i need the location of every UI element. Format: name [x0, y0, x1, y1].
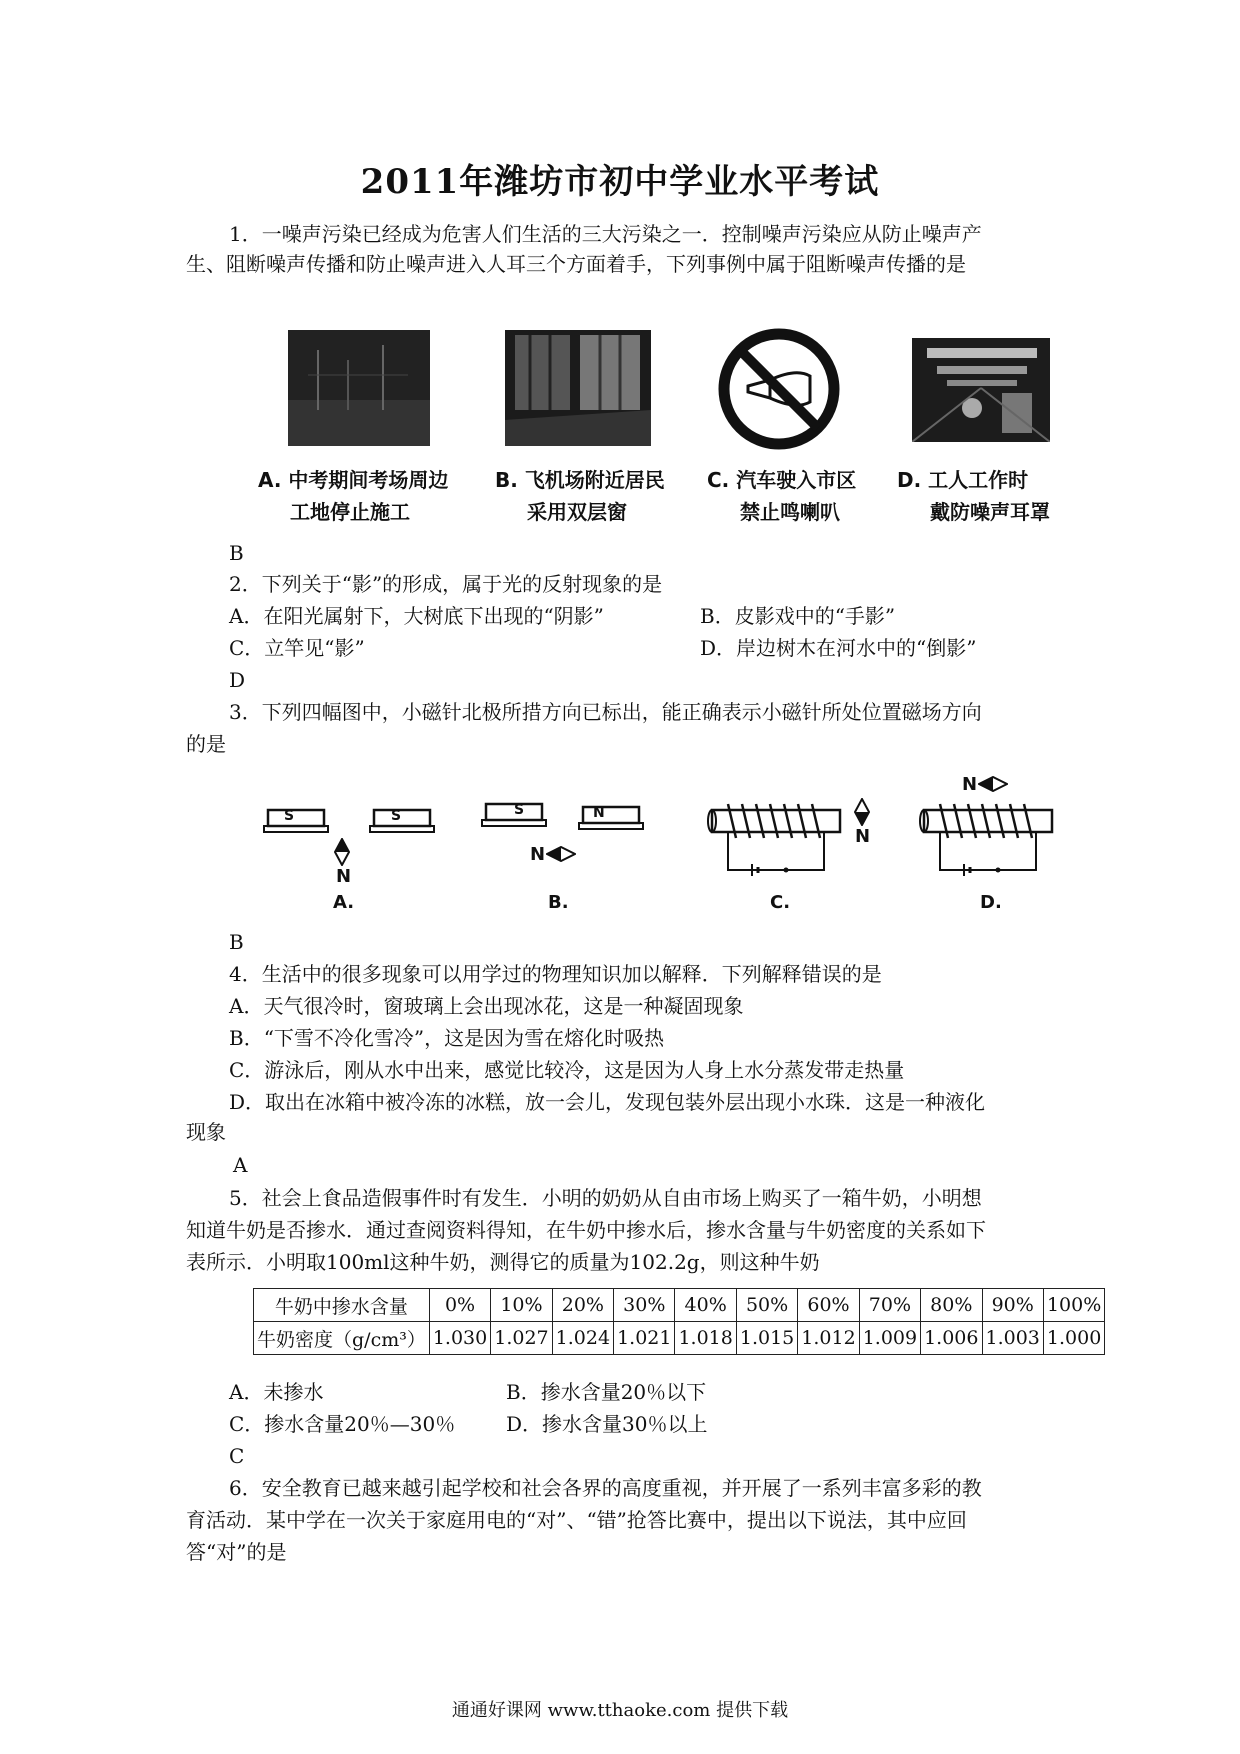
- magnet-pole-label: S: [284, 808, 295, 824]
- compass-needle-d: [978, 776, 1008, 792]
- table-cell: 1.027: [491, 1322, 552, 1355]
- q2-option-b: B．皮影戏中的“手影”: [700, 604, 896, 628]
- q5-stem-line1: 5．社会上食品造假事件时有发生．小明的奶奶从自由市场上购买了一箱牛奶，小明想: [229, 1186, 982, 1210]
- magnet-pole-label: S: [391, 808, 402, 824]
- table-cell: 1.012: [798, 1322, 859, 1355]
- table-cell: 30%: [614, 1289, 675, 1322]
- q1-stem-line2: 生、阻断噪声传播和防止噪声进入人耳三个方面着手，下列事例中属于阻断噪声传播的是: [186, 252, 966, 276]
- construction-site-image: [288, 330, 430, 446]
- figure-c-label: C.: [770, 892, 791, 913]
- solenoid-d: [918, 796, 1058, 878]
- q4-option-a: A．天气很冷时，窗玻璃上会出现冰花，这是一种凝固现象: [229, 994, 744, 1018]
- double-window-photo: [505, 330, 651, 446]
- table-row: [254, 1322, 1105, 1355]
- q1-option-a-line2: 工地停止施工: [290, 500, 410, 524]
- solenoid-circuit-icon: [918, 796, 1058, 878]
- needle-north-label: N: [530, 844, 546, 865]
- q5-stem-line2: 知道牛奶是否掺水．通过查阅资料得知，在牛奶中掺水后，掺水含量与牛奶密度的关系如下: [186, 1218, 986, 1242]
- table-cell: 1.006: [921, 1322, 982, 1355]
- bar-magnet-shape: [262, 808, 330, 834]
- table-row: [254, 1289, 1105, 1322]
- bar-magnet-shape: [577, 805, 645, 831]
- bar-magnet-b-right: [577, 805, 645, 831]
- q4-option-d-line2: 现象: [186, 1120, 226, 1144]
- table-cell: 100%: [1043, 1289, 1104, 1322]
- q1-option-d-line1: D. 工人工作时: [897, 468, 1029, 492]
- double-window-image: [505, 330, 651, 446]
- q2-option-a: A．在阳光属射下，大树底下出现的“阴影”: [229, 604, 604, 628]
- figure-a-label: A.: [333, 892, 355, 913]
- compass-needle-icon: [546, 846, 576, 862]
- q6-stem-line1: 6．安全教育已越来越引起学校和社会各界的高度重视，并开展了一系列丰富多彩的教: [229, 1476, 982, 1500]
- q3-answer: B: [229, 930, 244, 954]
- q1-option-c-line2: 禁止鸣喇叭: [740, 500, 840, 524]
- q1-stem-line1: 1．一噪声污染已经成为危害人们生活的三大污染之一．控制噪声污染应从防止噪声产: [229, 222, 982, 246]
- table-cell: 10%: [491, 1289, 552, 1322]
- q2-option-c: C．立竿见“影”: [229, 636, 365, 660]
- figure-d-label: D.: [980, 892, 1002, 913]
- needle-north-label: N: [962, 774, 978, 795]
- q2-answer: D: [229, 668, 246, 692]
- solenoid-c: [706, 796, 846, 878]
- milk-density-table: [253, 1288, 1105, 1355]
- q1-option-d-line2: 戴防噪声耳罩: [930, 500, 1050, 524]
- q1-answer: B: [229, 541, 244, 565]
- construction-site-photo: [288, 330, 430, 446]
- q1-option-b-line1: B. 飞机场附近居民: [495, 468, 665, 492]
- q2-stem: 2．下列关于“影”的形成，属于光的反射现象的是: [229, 572, 663, 596]
- q4-stem: 4．生活中的很多现象可以用学过的物理知识加以解释．下列解释错误的是: [229, 962, 882, 986]
- table-cell: 1.003: [982, 1322, 1043, 1355]
- q4-answer: A: [233, 1153, 248, 1177]
- table-cell: 1.024: [552, 1322, 613, 1355]
- bar-magnet-shape: [368, 808, 436, 834]
- q5-stem-line3: 表所示．小明取100ml这种牛奶，测得它的质量为102.2g，则这种牛奶: [186, 1250, 820, 1274]
- table-cell: 70%: [859, 1289, 920, 1322]
- q1-option-b-line2: 采用双层窗: [527, 500, 627, 524]
- table-cell: 1.021: [614, 1322, 675, 1355]
- table-cell: 1.015: [736, 1322, 797, 1355]
- q4-option-c: C．游泳后，刚从水中出来，感觉比较冷，这是因为人身上水分蒸发带走热量: [229, 1058, 905, 1082]
- q3-stem-line2: 的是: [186, 732, 226, 756]
- table-cell: 1.018: [675, 1322, 736, 1355]
- table-cell: 40%: [675, 1289, 736, 1322]
- compass-needle-icon: [978, 776, 1008, 792]
- magnet-pole-label: S: [514, 802, 525, 818]
- figure-b-label: B.: [548, 892, 569, 913]
- q4-option-d-line1: D．取出在冰箱中被冷冻的冰糕，放一会儿，发现包装外层出现小水珠．这是一种液化: [229, 1090, 986, 1114]
- q1-option-a-line1: A. 中考期间考场周边: [258, 468, 449, 492]
- no-horn-sign: [718, 328, 840, 450]
- table-cell: 1.000: [1043, 1322, 1104, 1355]
- table-cell: 1.030: [429, 1322, 490, 1355]
- no-honking-icon: [718, 328, 840, 450]
- needle-north-label: N: [336, 866, 352, 887]
- table-row-header: 牛奶中掺水含量: [254, 1289, 430, 1322]
- q5-option-b: B．掺水含量20％以下: [506, 1380, 707, 1404]
- table-cell: 60%: [798, 1289, 859, 1322]
- solenoid-circuit-icon: [706, 796, 846, 878]
- q3-stem-line1: 3．下列四幅图中，小磁针北极所措方向已标出，能正确表示小磁针所处位置磁场方向: [229, 700, 982, 724]
- compass-needle-b: [546, 846, 576, 862]
- needle-north-label: N: [855, 826, 871, 847]
- table-cell: 50%: [736, 1289, 797, 1322]
- bar-magnet-a-right: [368, 808, 436, 834]
- table-row-header: 牛奶密度（g/cm³）: [254, 1322, 430, 1355]
- page-footer[interactable]: 通通好课网 www.tthaoke.com 提供下载: [451, 1700, 789, 1721]
- q6-stem-line3: 答“对”的是: [186, 1540, 287, 1564]
- bar-magnet-a-left: [262, 808, 330, 834]
- compass-needle-c: [854, 798, 870, 826]
- factory-image: [912, 338, 1050, 442]
- compass-needle-icon: [854, 798, 870, 826]
- q5-option-d: D．掺水含量30％以上: [506, 1412, 708, 1436]
- table-cell: 90%: [982, 1289, 1043, 1322]
- q4-option-b: B．“下雪不冷化雪冷”，这是因为雪在熔化时吸热: [229, 1026, 665, 1050]
- factory-worker-photo: [912, 338, 1050, 442]
- q2-option-d: D．岸边树木在河水中的“倒影”: [700, 636, 977, 660]
- compass-needle-icon: [334, 838, 350, 866]
- q5-option-c: C．掺水含量20％—30％: [229, 1412, 456, 1436]
- q5-option-a: A．未掺水: [229, 1380, 324, 1404]
- q5-answer: C: [229, 1444, 245, 1468]
- q1-option-c-line1: C. 汽车驶入市区: [707, 468, 857, 492]
- magnet-pole-label: N: [593, 805, 605, 821]
- compass-needle-a: [334, 838, 350, 866]
- table-cell: 20%: [552, 1289, 613, 1322]
- table-cell: 1.009: [859, 1322, 920, 1355]
- page-title: 2011年潍坊市初中学业水平考试: [360, 162, 880, 202]
- q6-stem-line2: 育活动．某中学在一次关于家庭用电的“对”、“错”抢答比赛中，提出以下说法，其中应回: [186, 1508, 967, 1532]
- table-cell: 0%: [429, 1289, 490, 1322]
- table-cell: 80%: [921, 1289, 982, 1322]
